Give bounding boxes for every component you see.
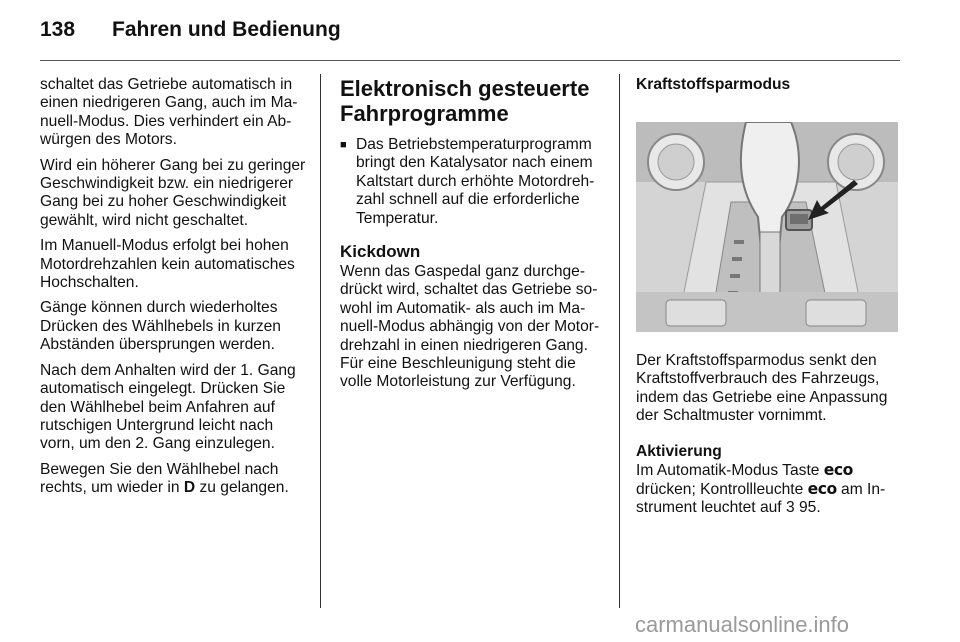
paragraph: Gänge können durch wiederholtes Drücken des Wählhebels in kurzen Abständen übersprungen werden. [40,299,281,354]
paragraph [40,461,308,498]
paragraph: Wird ein höherer Gang bei zu geringer Geschwindigkeit bzw. ein niedrigerer Gang bei zu hoher Geschwindigkeit gewählt, wird nicht geschaltet. [40,156,306,229]
page-title: Fahren und Bedienung [112,18,341,41]
text-span: Bewegen Sie den Wählhebel nach rechts, um wieder in [40,460,279,497]
subsection-heading: Aktivierung [636,442,722,460]
paragraph: Im Manuell-Modus erfolgt bei hohen Motordrehzahlen kein automatisches Hochschalten. [40,237,295,292]
header-rule [40,60,900,61]
page-reference-icon: 3 [785,499,795,517]
text-span: zu gelangen. [195,479,289,497]
page-reference: 95. [794,499,821,517]
gear-d-label: D [183,479,196,497]
subsection-heading: Kickdown [340,242,421,262]
eco-button-icon: eco [823,460,853,479]
text-span: drücken; Kontrollleuchte [636,481,808,499]
watermark: carmanualsonline.info [635,612,850,637]
section-heading: Elektronisch gesteuerte Fahrprogramme [340,76,590,126]
paragraph: Nach dem Anhalten wird der 1. Gang automatisch eingelegt. Drücken Sie den Wählhebel beim Anfahren auf rutschigen Untergrund leicht nach vorn, um den 2. Gang einzulegen. [40,361,296,453]
text-span: Im Automatik-Modus Taste [636,461,824,479]
text-span: am Instrument leuchtet auf [636,481,886,517]
column-divider [619,74,620,608]
section-heading: Kraftstoffsparmodus [636,76,791,93]
paragraph: Wenn das Gaspedal ganz durchgedrückt wird, schaltet das Getriebe sowohl im Automatik- als auch im Manuell-Modus abhängig von der Motordrehzahl in einen niedrigeren Gang. Für eine Beschleunigung steht die volle Motorleistung zur Verfügung. [340,263,600,391]
page-header [40,18,341,42]
bullet-item: ■ Das Betriebstemperaturprogramm bringt den Katalysator nach einem Kaltstart durch erhöhte Motordrehzahl schnell auf die erforderliche Temperatur. [340,136,604,228]
column-left [40,76,308,505]
column-middle [340,76,604,399]
page-number: 138 [40,18,76,41]
paragraph: Der Kraftstoffsparmodus senkt den Kraftstoffverbrauch des Fahrzeugs, indem das Getriebe eine Anpassung der Schaltmuster vornimmt. [636,352,888,425]
bullet-list [340,136,604,228]
column-right [636,76,904,525]
paragraph [636,461,904,518]
gear-selector-illustration [636,122,898,332]
paragraph: schaltet das Getriebe automatisch in einen niedrigeren Gang, auch im Manuell-Modus. Dies verhindert ein Abwürgen des Motors. [40,76,298,149]
eco-indicator-icon: eco [807,480,837,499]
column-divider [320,74,321,608]
